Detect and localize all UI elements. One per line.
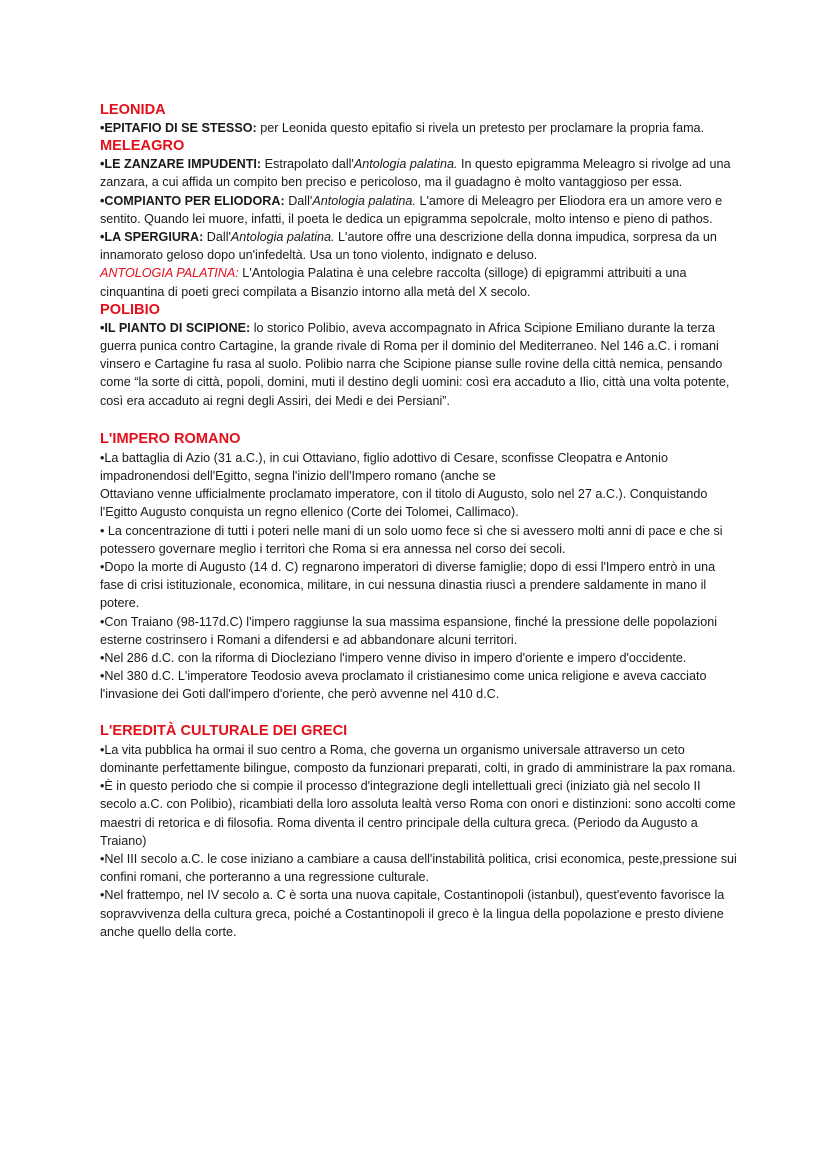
paragraph: •Nel 286 d.C. con la riforma di Diocleziano l'impero venne diviso in impero d'oriente e impero d'occidente. — [100, 651, 687, 666]
paragraph: •La battaglia di Azio (31 a.C.), in cui Ottaviano, figlio adottivo di Cesare, sconfisse Cleopatra e Antonio impadronendosi dell'Egitto, segna l'inizio dell'Impero romano (anche se — [100, 450, 668, 484]
paragraph: •COMPIANTO PER ELIODORA: Dall'Antologia palatina. L'amore di Meleagro per Eliodora era un amore vero e sentito. Quando lei muore, infatti, il poeta le dedica un epigramma sepolcrale, molto intenso e pieno di pathos. — [100, 193, 723, 226]
section-spacer — [100, 704, 740, 722]
paragraph: •È in questo periodo che si compie il processo d'integrazione degli intellettuali greci (iniziato già nel secolo II secolo a.C. con Polibio), ricambiati della loro assoluta lealtà verso Roma con onori e distinzioni: sono accolti come maestri di retorica e di filosofia. Roma diventa il centro principale della cultura greca. (Periodo da Augusto a Traiano) — [100, 779, 736, 848]
entry-title: •COMPIANTO PER ELIODORA: — [100, 193, 285, 208]
section-title-meleagro: MELEAGRO — [100, 138, 185, 155]
section-title-leonida: LEONIDA — [100, 102, 166, 118]
section-title-polibio: POLIBIO — [100, 301, 160, 318]
entry-title: •LE ZANZARE IMPUDENTI: — [100, 157, 262, 172]
paragraph: •Nel III secolo a.C. le cose iniziano a cambiare a causa dell'instabilità politica, crisi economica, peste,pressione sui confini romani, che porteranno a una regressione culturale. — [100, 851, 737, 885]
paragraph: •Dopo la morte di Augusto (14 d. C) regnarono imperatori di diverse famiglie; dopo di essi l'Impero entrò in una fase di crisi istituzionale, economica, militare, in cui nessuna dinastia riuscì a prendere saldamente in mano il potere. — [100, 560, 716, 611]
entry-title: •LA SPERGIURA: — [100, 230, 204, 245]
paragraph: Ottaviano venne ufficialmente proclamato imperatore, con il titolo di Augusto, solo nel 27 a.C.). Conquistando l'Egitto Augusto conquista un regno ellenico (Corte dei Tolomei, Callimaco). — [100, 487, 708, 520]
entry-title: •IL PIANTO DI SCIPIONE: — [100, 320, 251, 335]
definition-term: ANTOLOGIA PALATINA: — [100, 266, 239, 281]
paragraph: ANTOLOGIA PALATINA: L'Antologia Palatina è una celebre raccolta (silloge) di epigrammi attribuiti a una cinquantina di poeti greci compilata a Bisanzio intorno alla metà del X secolo. — [100, 266, 687, 299]
entry-title: •EPITAFIO DI SE STESSO: — [100, 121, 257, 135]
paragraph: •IL PIANTO DI SCIPIONE: lo storico Polibio, aveva accompagnato in Africa Scipione Emiliano durante la terza guerra punica contro Cartagine, la grande rivale di Roma per il dominio del Mediterraneo. Nel 146 a.C. i romani vinsero e Cartagine fu rasa al suolo. Polibio narra che Scipione pianse sulle rovine della città nemica, pensando come “la sorte di città, popoli, domini, muti il destino degli uomini: così era accaduto a Ilio, città una volta potente, così era accaduto ai regni degli Assiri, dei Medi e dei Persiani”. — [100, 320, 730, 408]
paragraph: • La concentrazione di tutti i poteri nelle mani di un solo uomo fece sì che si avessero molti anni di pace e che si potessero governare meglio i territori che Roma si era annessa nel corso dei secoli. — [100, 523, 723, 556]
paragraph: •Nel 380 d.C. L'imperatore Teodosio aveva proclamato il cristianesimo come unica religione e aveva cacciato l'invasione dei Goti dall'impero d'oriente, che però avvenne nel 410 d.C. — [100, 669, 707, 702]
paragraph: •LE ZANZARE IMPUDENTI: Estrapolato dall'Antologia palatina. In questo epigramma Meleagro si rivolge ad una zanzara, a cui affida un compito ben preciso e pericoloso, ma il guadagno è molto vantaggioso per essa. — [100, 157, 731, 190]
paragraph: •La vita pubblica ha ormai il suo centro a Roma, che governa un organismo universale attraverso un ceto dominante perfettamente bilingue, composto da funzionari preparati, colti, in grado di amministrare la pax romana. — [100, 742, 736, 775]
paragraph: •EPITAFIO DI SE STESSO: per Leonida questo epitafio si rivela un pretesto per proclamare la propria fama. — [100, 121, 705, 135]
document-content — [100, 101, 740, 941]
paragraph: •Con Traiano (98-117d.C) l'impero raggiunse la sua massima espansione, finché la pressione delle popolazioni esterne costrinsero i Romani a difendersi e ad abbandonare alcuni territori. — [100, 614, 718, 647]
paragraph: •Nel frattempo, nel IV secolo a. C è sorta una nuova capitale, Costantinopoli (istanbul), quest'evento favorisce la sopravvivenza della cultura greca, poiché a Costantinopoli il greco è la lingua della popolazione e presto diviene anche quello della corte. — [100, 888, 725, 939]
section-spacer — [100, 410, 740, 430]
section-title-impero: L'IMPERO ROMANO — [100, 430, 241, 447]
section-title-eredita: L'EREDITÀ CULTURALE DEI GRECI — [100, 722, 348, 739]
paragraph: •LA SPERGIURA: Dall'Antologia palatina. L'autore offre una descrizione della donna impudica, sorpresa da un innamorato geloso dopo un'infedeltà. Usa un tono violento, indignato e deluso. — [100, 230, 717, 263]
